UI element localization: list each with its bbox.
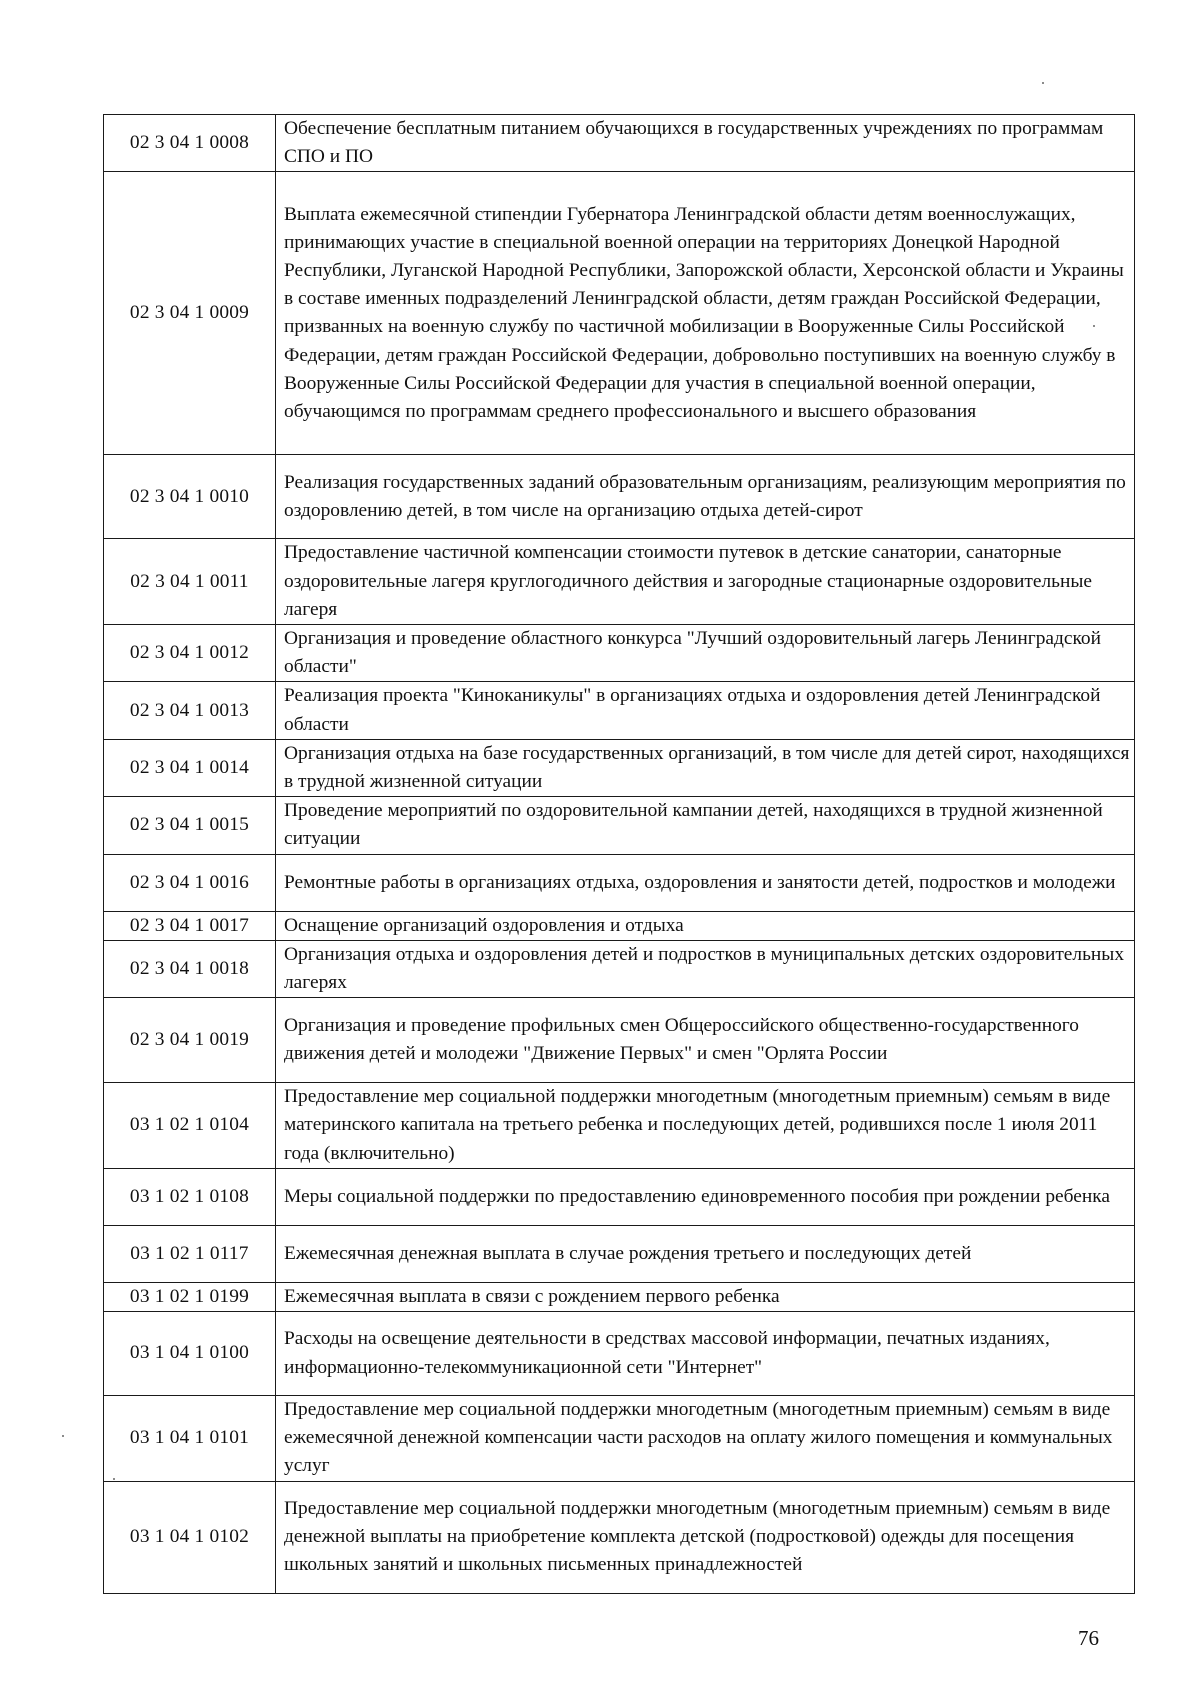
description-cell: Проведение мероприятий по оздоровительной кампании детей, находящихся в трудной жизненной ситуации	[276, 797, 1135, 854]
table-row	[104, 539, 1135, 625]
description-cell: Оснащение организаций оздоровления и отдыха	[276, 911, 1135, 940]
table-row	[104, 1481, 1135, 1593]
table-row	[104, 455, 1135, 539]
table-row	[104, 1168, 1135, 1225]
code-cell: 02 3 04 1 0016	[104, 854, 276, 911]
description-cell: Организация отдыха на базе государственных организаций, в том числе для детей сирот, находящихся в трудной жизненной ситуации	[276, 739, 1135, 796]
table-row	[104, 682, 1135, 739]
table-row	[104, 940, 1135, 997]
scan-speck	[113, 1478, 115, 1480]
table-row	[104, 625, 1135, 682]
table-row	[104, 854, 1135, 911]
code-cell: 03 1 02 1 0117	[104, 1225, 276, 1282]
code-cell: 02 3 04 1 0010	[104, 455, 276, 539]
table-row	[104, 115, 1135, 172]
code-cell: 02 3 04 1 0014	[104, 739, 276, 796]
description-cell: Расходы на освещение деятельности в средствах массовой информации, печатных изданиях, информационно-телекоммуникационной сети "Интернет"	[276, 1312, 1135, 1396]
code-cell: 02 3 04 1 0008	[104, 115, 276, 172]
code-cell: 03 1 02 1 0108	[104, 1168, 276, 1225]
code-cell: 02 3 04 1 0019	[104, 998, 276, 1083]
scan-speck	[1093, 325, 1095, 327]
code-cell: 02 3 04 1 0013	[104, 682, 276, 739]
table-row	[104, 1225, 1135, 1282]
description-cell: Предоставление мер социальной поддержки многодетным (многодетным приемным) семьям в виде материнского капитала на третьего ребенка и последующих детей, родившихся после 1 июля 2011 года (включительно)	[276, 1083, 1135, 1169]
description-cell: Предоставление частичной компенсации стоимости путевок в детские санатории, санаторные оздоровительные лагеря круглогодичного действия и загородные стационарные оздоровительные лагеря	[276, 539, 1135, 625]
description-cell: Организация и проведение областного конкурса "Лучший оздоровительный лагерь Ленинградской области"	[276, 625, 1135, 682]
page-number: 76	[1078, 1626, 1099, 1650]
code-cell: 03 1 02 1 0104	[104, 1083, 276, 1169]
scan-speck	[1042, 82, 1044, 84]
code-cell: 03 1 04 1 0102	[104, 1481, 276, 1593]
code-cell: 02 3 04 1 0012	[104, 625, 276, 682]
description-cell: Реализация проекта "Киноканикулы" в организациях отдыха и оздоровления детей Ленинградской области	[276, 682, 1135, 739]
code-cell: 02 3 04 1 0011	[104, 539, 276, 625]
description-cell: Выплата ежемесячной стипендии Губернатора Ленинградской области детям военнослужащих, принимающих участие в специальной военной операции на территориях Донецкой Народной Республики, Луганской Народной Республики, Запорожской области, Херсонской области и Украины в составе именных подразделений Ленинградской области, детям граждан Российской Федерации, призванных на военную службу по частичной мобилизации в Вооруженные Силы Российской Федерации, детям граждан Российской Федерации, добровольно поступивших на военную службу в Вооруженные Силы Российской Федерации для участия в специальной военной операции, обучающимся по программам среднего профессионального и высшего образования	[276, 172, 1135, 455]
scan-speck	[62, 1435, 64, 1437]
table-row	[104, 1312, 1135, 1396]
code-cell: 03 1 04 1 0100	[104, 1312, 276, 1396]
description-cell: Предоставление мер социальной поддержки многодетным (многодетным приемным) семьям в виде денежной выплаты на приобретение комплекта детской (подростковой) одежды для посещения школьных занятий и школьных письменных принадлежностей	[276, 1481, 1135, 1593]
description-cell: Ежемесячная выплата в связи с рождением первого ребенка	[276, 1282, 1135, 1311]
code-cell: 02 3 04 1 0018	[104, 940, 276, 997]
code-cell: 03 1 02 1 0199	[104, 1282, 276, 1311]
table-row	[104, 739, 1135, 796]
code-cell: 02 3 04 1 0017	[104, 911, 276, 940]
table-row	[104, 911, 1135, 940]
description-cell: Организация и проведение профильных смен Общероссийского общественно-государственного движения детей и молодежи "Движение Первых" и смен "Орлята России	[276, 998, 1135, 1083]
budget-codes-table	[103, 114, 1135, 1594]
description-cell: Ежемесячная денежная выплата в случае рождения третьего и последующих детей	[276, 1225, 1135, 1282]
description-cell: Организация отдыха и оздоровления детей и подростков в муниципальных детских оздоровительных лагерях	[276, 940, 1135, 997]
code-cell: 02 3 04 1 0009	[104, 172, 276, 455]
description-cell: Реализация государственных заданий образовательным организациям, реализующим мероприятия по оздоровлению детей, в том числе на организацию отдыха детей-сирот	[276, 455, 1135, 539]
table-row	[104, 1396, 1135, 1482]
table-row	[104, 1282, 1135, 1311]
description-cell: Обеспечение бесплатным питанием обучающихся в государственных учреждениях по программам СПО и ПО	[276, 115, 1135, 172]
table-row	[104, 797, 1135, 854]
description-cell: Меры социальной поддержки по предоставлению единовременного пособия при рождении ребенка	[276, 1168, 1135, 1225]
code-cell: 03 1 04 1 0101	[104, 1396, 276, 1482]
description-cell: Ремонтные работы в организациях отдыха, оздоровления и занятости детей, подростков и молодежи	[276, 854, 1135, 911]
table-row	[104, 998, 1135, 1083]
table-row	[104, 172, 1135, 455]
table-row	[104, 1083, 1135, 1169]
description-cell: Предоставление мер социальной поддержки многодетным (многодетным приемным) семьям в виде ежемесячной денежной компенсации части расходов на оплату жилого помещения и коммунальных услуг	[276, 1396, 1135, 1482]
code-cell: 02 3 04 1 0015	[104, 797, 276, 854]
